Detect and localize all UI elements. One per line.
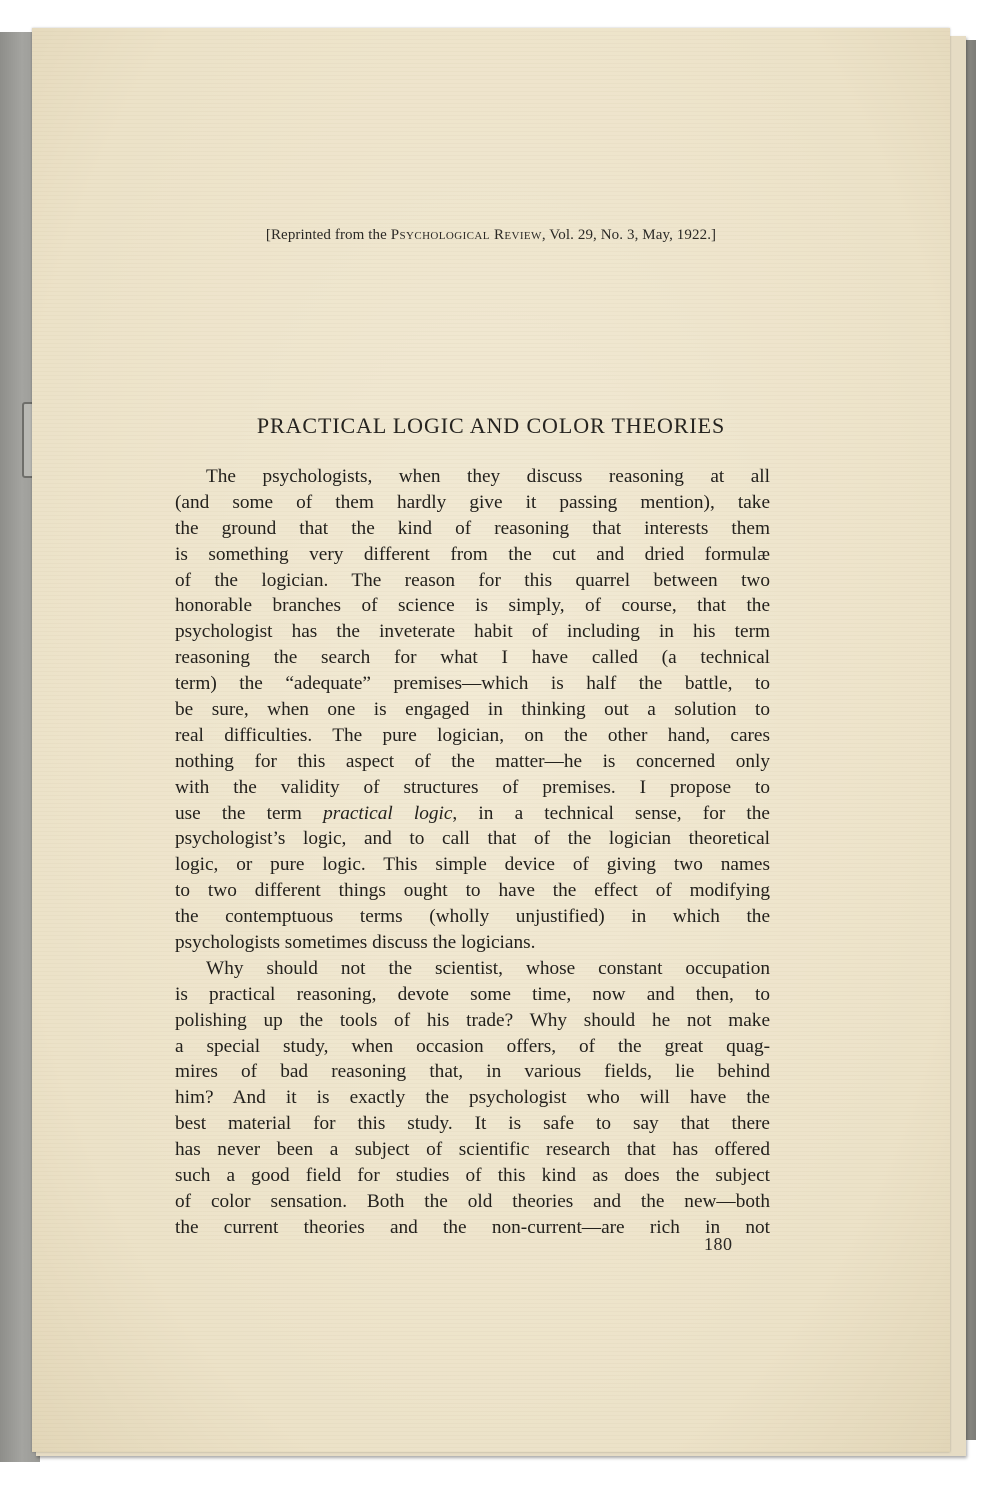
body-line: mires of bad reasoning that, in various fields, lie behind: [175, 1061, 770, 1083]
body-line: to two different things ought to have the effect of modifying: [175, 880, 770, 902]
body-line: of color sensation. Both the old theories and the new—both: [175, 1190, 770, 1212]
italic-term: practical logic: [323, 802, 453, 824]
article-body: [175, 464, 770, 1241]
body-line: polishing up the tools of his trade? Why should he not make: [175, 1009, 770, 1031]
body-line: the contemptuous terms (wholly unjustified) in which the: [175, 906, 770, 928]
reprint-notice: [32, 227, 950, 244]
body-line: such a good field for studies of this kind as does the subject: [175, 1165, 770, 1187]
body-line: the ground that the kind of reasoning that interests them: [175, 517, 770, 539]
body-line: honorable branches of science is simply, of course, that the: [175, 595, 770, 617]
page-number: 180: [704, 1234, 733, 1254]
body-line: reasoning the search for what I have called (a technical: [175, 647, 770, 669]
reprint-suffix: , Vol. 29, No. 3, May, 1922.]: [541, 227, 717, 243]
body-line: psychologists sometimes discuss the logicians.: [175, 932, 536, 954]
body-line: of the logician. The reason for this quarrel between two: [175, 569, 770, 591]
body-line: nothing for this aspect of the matter—he is concerned only: [175, 750, 770, 772]
body-line: best material for this study. It is safe to say that there: [175, 1113, 770, 1135]
document-page: [32, 28, 950, 1452]
body-line: is practical reasoning, devote some time, now and then, to: [175, 983, 770, 1005]
body-line: psychologist has the inveterate habit of including in his term: [175, 621, 770, 643]
body-line: The psychologists, when they discuss reasoning at all: [206, 466, 770, 487]
journal-name: Psychological Review: [390, 227, 542, 243]
body-line: him? And it is exactly the psychologist who will have the: [175, 1087, 770, 1109]
line-text-after: , in a technical sense, for the: [452, 802, 770, 824]
body-line: a special study, when occasion offers, of the great quag-: [175, 1035, 770, 1057]
reprint-prefix: [Reprinted from the: [265, 227, 391, 243]
body-line: (and some of them hardly give it passing mention), take: [175, 491, 770, 513]
body-line-with-italic: [175, 801, 770, 827]
line-text-before: use the term: [175, 802, 324, 824]
body-line: psychologist’s logic, and to call that of the logician theoretical: [175, 828, 770, 850]
body-line: the current theories and the non-current—are rich in not: [175, 1216, 770, 1238]
body-line: be sure, when one is engaged in thinking out a solution to: [175, 699, 770, 721]
body-line: logic, or pure logic. This simple device of giving two names: [175, 854, 770, 876]
article-title: PRACTICAL LOGIC AND COLOR THEORIES: [256, 413, 726, 438]
body-line: with the validity of structures of premises. I propose to: [175, 776, 770, 798]
body-line: real difficulties. The pure logician, on the other hand, cares: [175, 724, 770, 746]
body-line: term) the “adequate” premises—which is half the battle, to: [175, 673, 770, 695]
body-line: has never been a subject of scientific research that has offered: [175, 1139, 770, 1161]
body-line: Why should not the scientist, whose constant occupation: [206, 957, 770, 979]
body-line: is something very different from the cut and dried formulæ: [175, 543, 770, 565]
